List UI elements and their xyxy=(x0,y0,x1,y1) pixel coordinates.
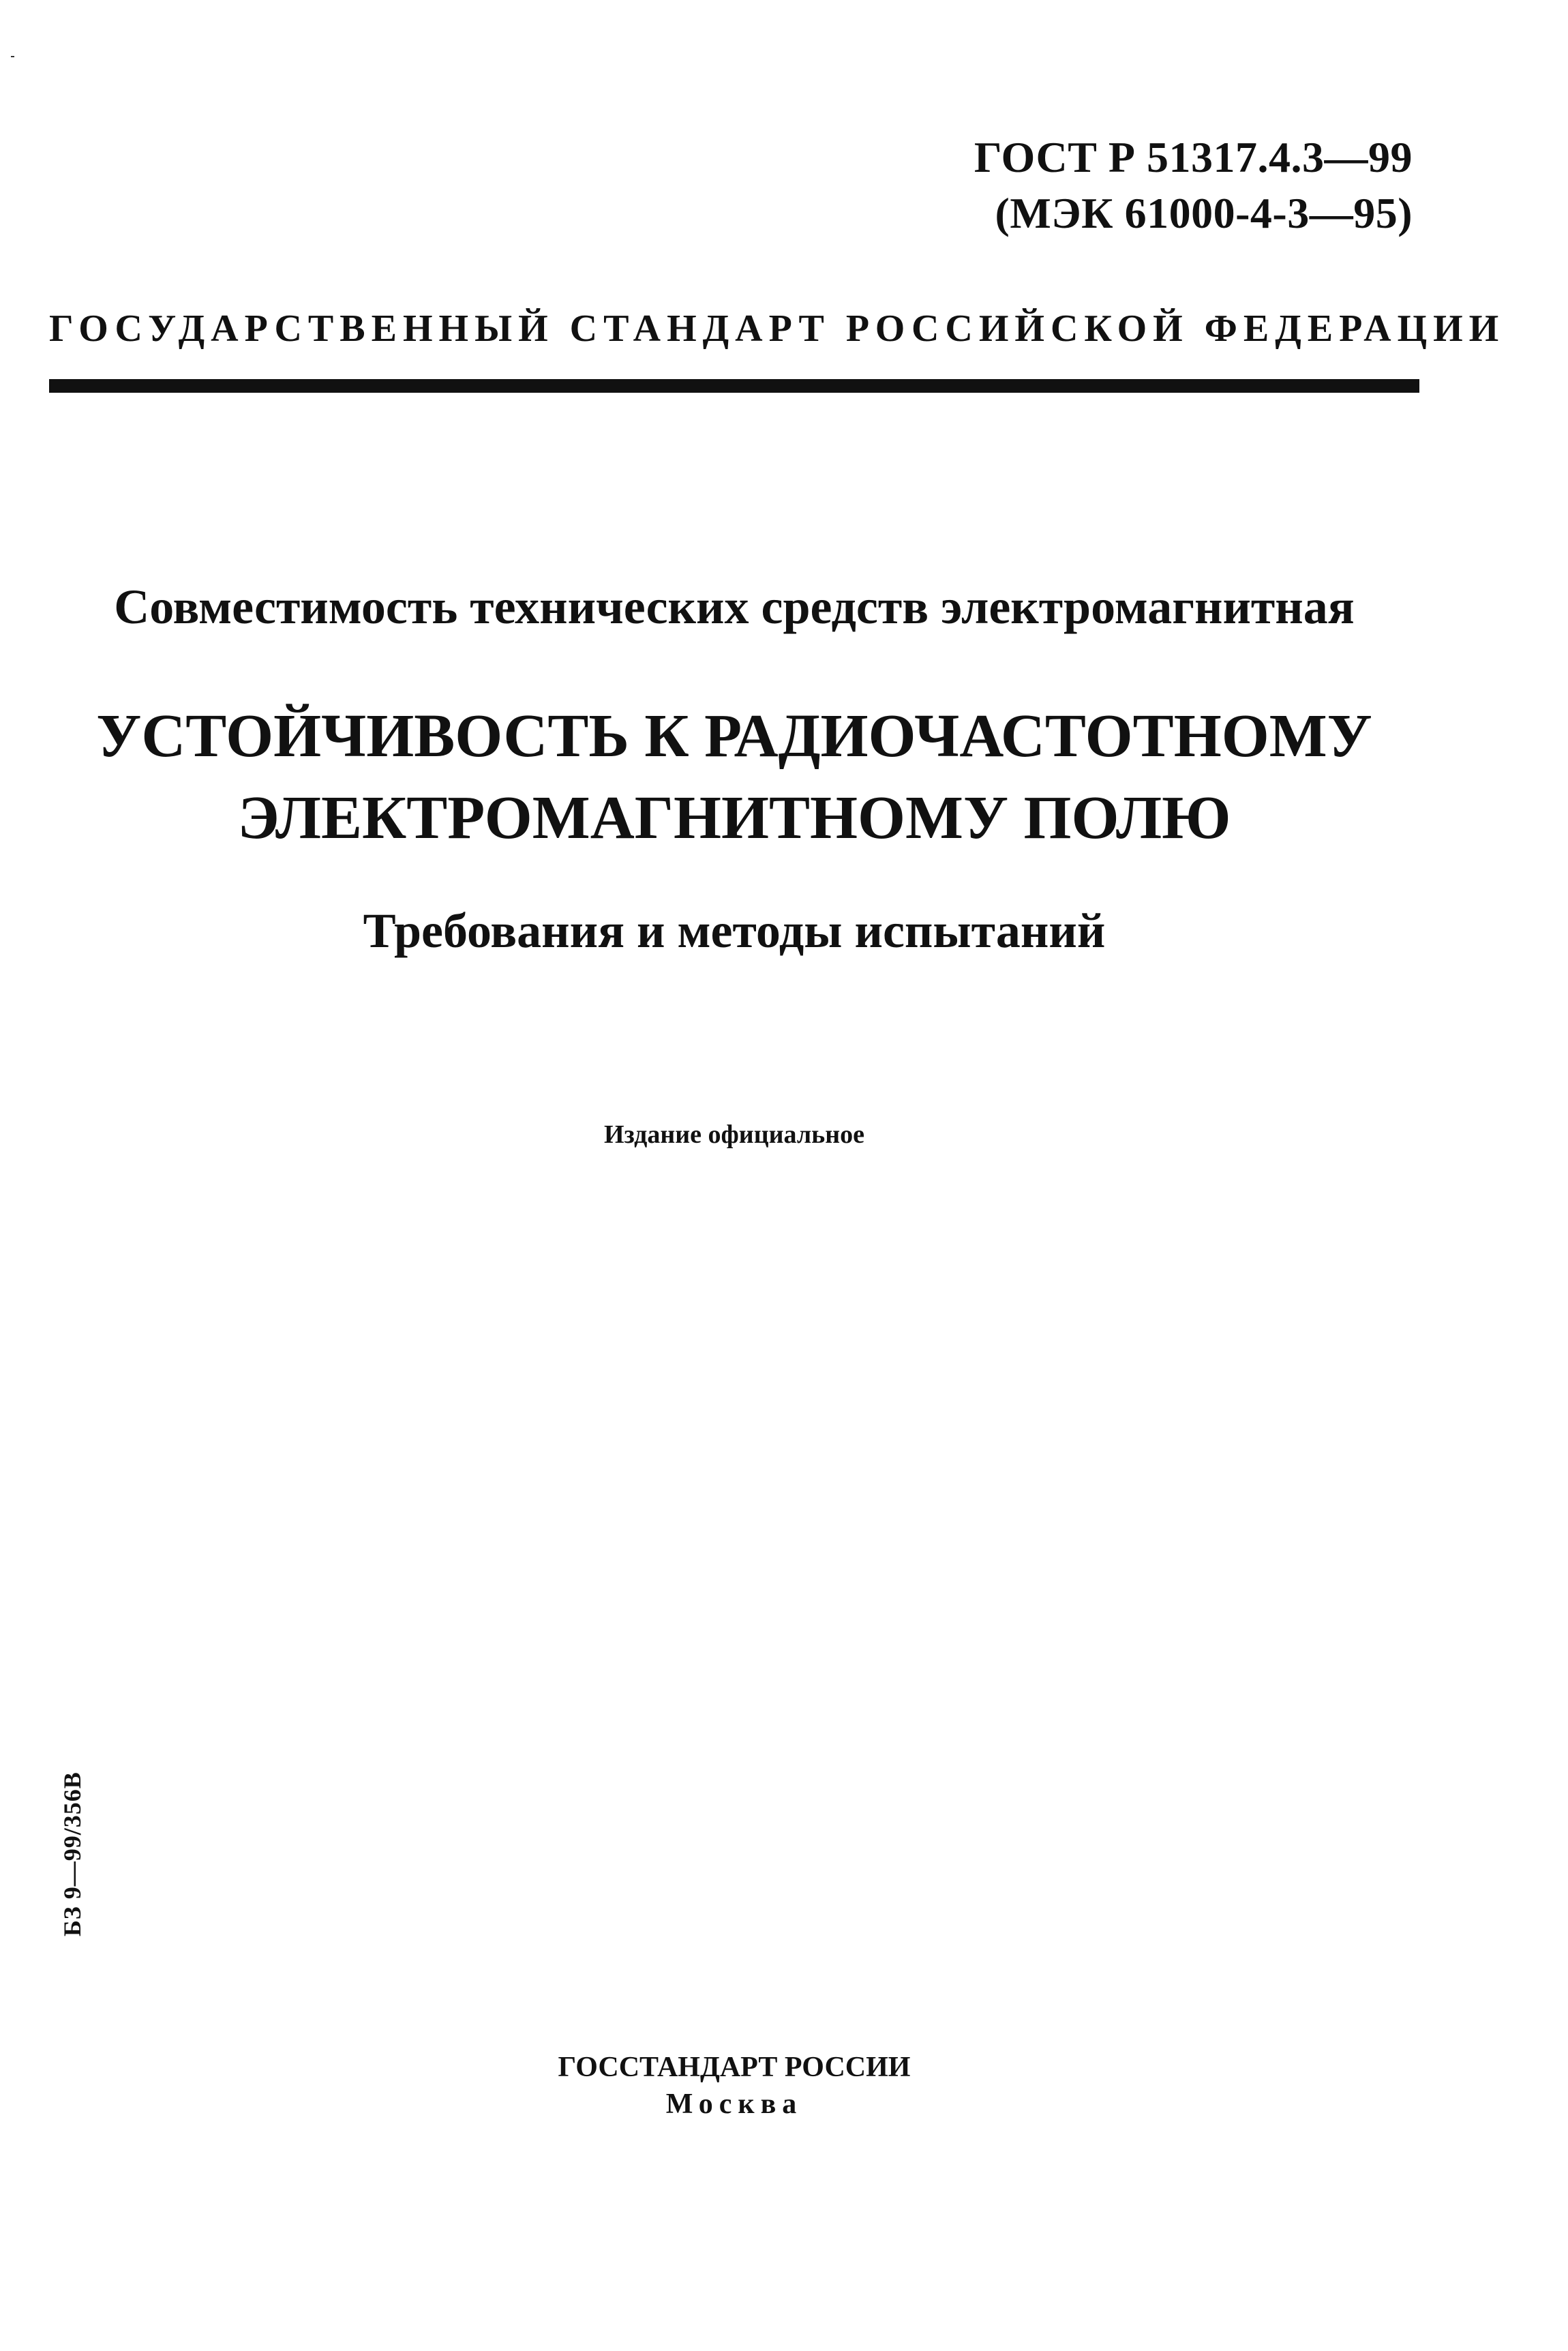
main-title-line-2: ЭЛЕКТРОМАГНИТНОМУ ПОЛЮ xyxy=(237,784,1231,852)
standard-designation xyxy=(974,130,1413,241)
main-title-line-1: УСТОЙЧИВОСТЬ К РАДИОЧАСТОТНОМУ xyxy=(96,702,1372,770)
state-standard-heading: ГОСУДАРСТВЕННЫЙ СТАНДАРТ РОССИЙСКОЙ ФЕДЕРАЦИИ xyxy=(49,308,1505,350)
subtitle: Требования и методы испытаний xyxy=(363,903,1106,958)
side-code: БЗ 9—99/356В xyxy=(59,1771,86,1936)
heading-rule xyxy=(49,379,1419,393)
designation-iec: (МЭК 61000-4-3—95) xyxy=(995,189,1413,237)
publisher xyxy=(49,2049,1419,2123)
scan-speck xyxy=(11,56,14,57)
publisher-name: ГОССТАНДАРТ РОССИИ xyxy=(558,2052,911,2083)
edition-label: Издание официальное xyxy=(603,1120,864,1149)
main-title xyxy=(49,695,1419,859)
publisher-city: Москва xyxy=(665,2088,803,2120)
designation-gost: ГОСТ Р 51317.4.3—99 xyxy=(974,133,1413,181)
subject-title: Совместимость технических средств электромагнитная xyxy=(114,580,1355,634)
